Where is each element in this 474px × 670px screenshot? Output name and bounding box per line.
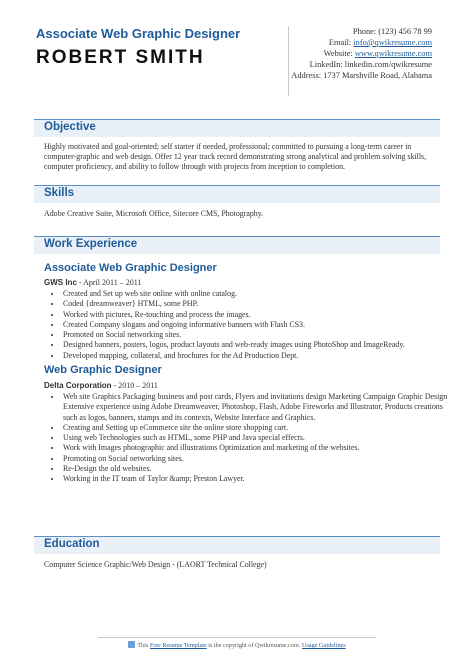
- skills-section-header: [34, 185, 440, 203]
- section-title-education: Education: [44, 538, 100, 550]
- job-bullets-1: [44, 289, 456, 361]
- header-job-title: Associate Web Graphic Designer: [36, 26, 241, 41]
- work-section-header: [34, 236, 440, 254]
- list-item: • Designed banners, posters, logos, product layouts and web-ready images using PhotoShop and ImageReady.: [62, 340, 456, 350]
- section-title-work: Work Experience: [44, 238, 138, 250]
- job-title-2: Web Graphic Designer: [44, 364, 162, 376]
- list-item: • Developed mapping, collateral, and brochures for the Ad Production Dept.: [62, 351, 456, 361]
- list-item: • Created and Set up web site online with online catalog.: [62, 289, 456, 299]
- list-item: • Creating and Setting up eCommerce site the online store shopping cart.: [62, 423, 456, 433]
- list-item: • Promoting on Social networking sites.: [62, 454, 456, 464]
- list-item: • Web site Graphics Packaging business and post cards, Flyers and invitations design Marketing Campaign Graphic Design Extensive experience using Adobe Dreamweaver, Photoshop, Flash, Adobe Fireworks and Illustrator, Products creations such as logos, banners, stamps and its contexts, Website Interface and Graphics.: [62, 392, 456, 423]
- footer-divider: [98, 637, 376, 638]
- objective-text: Highly motivated and goal-oriented; self starter if needed, professional; committed to pursuing a long-term career in computer-graphic and web design. Offer 12 year track record demonstrating strong analytical and problem solving skills, computer proficiency, and ability to follow through with projects from inception to completion.: [44, 142, 427, 172]
- contact-phone: Phone: (123) 456 78 99: [352, 27, 432, 36]
- footer-template-link[interactable]: Free Resume Template: [149, 642, 207, 649]
- list-item: • Re-Design the old websites.: [62, 464, 456, 474]
- list-item: • Work with Images photographic and illustrations Optimization and marketing of the websites.: [62, 443, 456, 453]
- education-section-header: [34, 536, 440, 554]
- list-item: • Working in the IT team of Taylor &amp; Preston Lawyer.: [62, 474, 456, 484]
- candidate-name: ROBERT SMITH: [36, 47, 205, 68]
- list-item: • Worked with pictures, Re-touching and process the images.: [62, 310, 456, 320]
- education-text: Computer Science Graphic/Web Design - (LAORT Technical College): [44, 560, 267, 569]
- contact-block: [272, 26, 432, 81]
- job-company-1: GWS Inc - April 2011 – 2011: [44, 278, 142, 287]
- list-item: • Coded {dreamweaver} HTML, some PHP.: [62, 299, 456, 309]
- qwikresume-logo-icon: [128, 641, 135, 648]
- list-item: • Using web Technologies such as HTML, some PHP and Java special effects.: [62, 433, 456, 443]
- footer-usage-link[interactable]: Usage Guidelines: [301, 642, 346, 649]
- contact-linkedin: LinkedIn: linkedin.com/qwikresume: [309, 60, 432, 69]
- section-title-objective: Objective: [44, 121, 96, 133]
- skills-text: Adobe Creative Suite, Microsoft Office, Sitecore CMS, Photography.: [44, 209, 264, 218]
- resume-header: [0, 0, 474, 110]
- contact-website-row: Website: www.qwikresume.com: [323, 49, 432, 58]
- contact-address: Address: 1737 Marshville Road, Alabama: [291, 71, 432, 80]
- section-title-skills: Skills: [44, 187, 75, 199]
- contact-email-link[interactable]: info@qwikresume.com: [353, 38, 432, 47]
- job-bullets-2: [44, 392, 456, 485]
- contact-website-link[interactable]: www.qwikresume.com: [354, 49, 432, 58]
- list-item: • Promoted on Social networking sites.: [62, 330, 456, 340]
- job-company-2: Delta Corporation - 2010 – 2011: [44, 381, 158, 390]
- job-title-1: Associate Web Graphic Designer: [44, 262, 217, 274]
- objective-section-header: [34, 119, 440, 137]
- list-item: • Created Company slogans and ongoing informative banners with Flash CS3.: [62, 320, 456, 330]
- footer: This Free Resume Template is the copyright of Qwikresume.com. Usage Guidelines: [0, 641, 474, 649]
- contact-email-row: Email: info@qwikresume.com: [328, 38, 432, 47]
